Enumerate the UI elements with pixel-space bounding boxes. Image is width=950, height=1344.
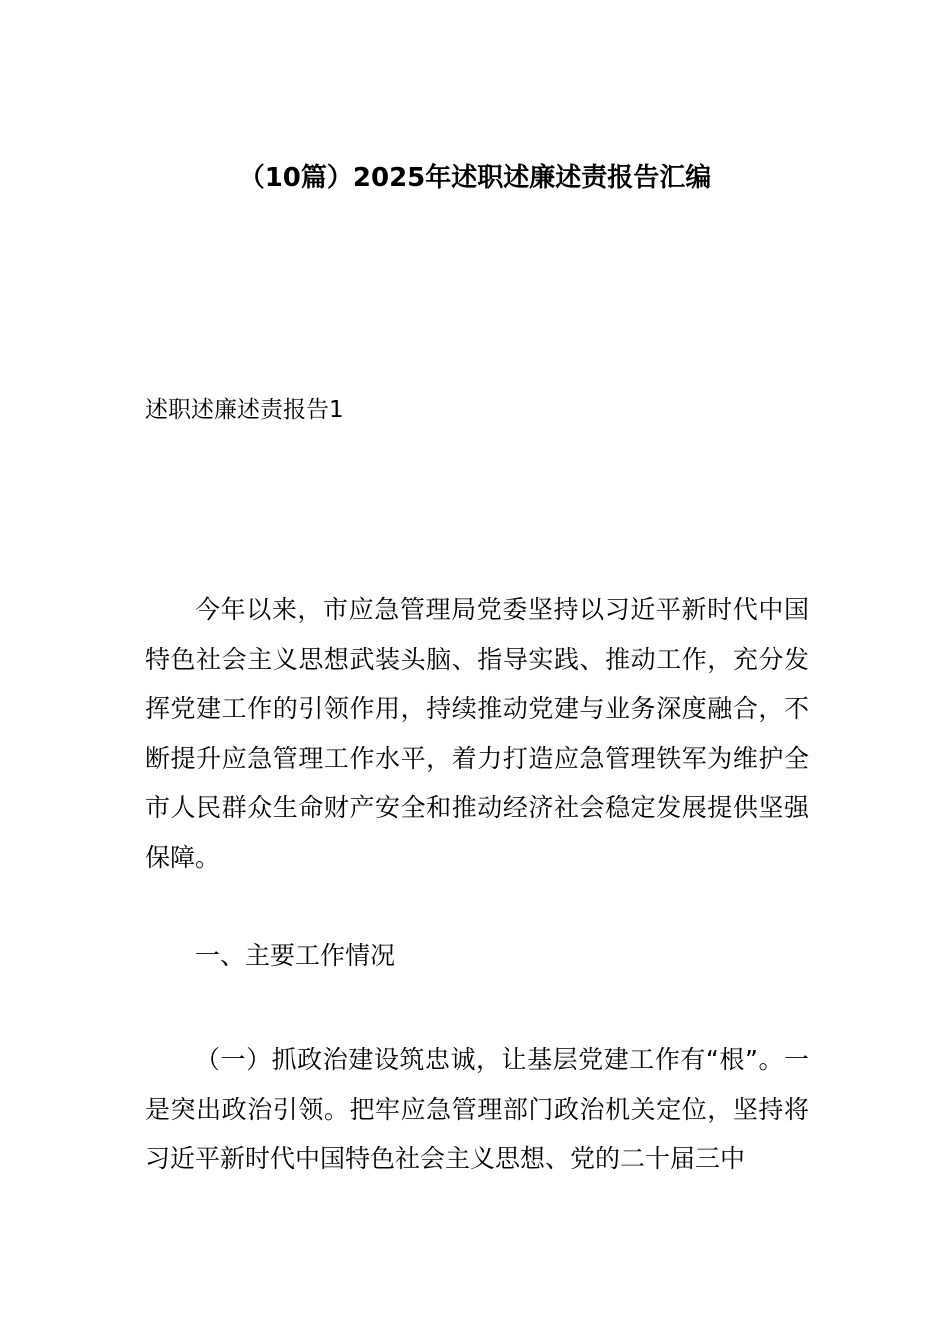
section-title: 述职述廉述责报告1 — [145, 397, 344, 423]
section-heading: 一、主要工作情况 — [195, 941, 396, 970]
body-paragraph: 今年以来，市应急管理局党委坚持以习近平新时代中国特色社会主义思想武装头脑、指导实践、推动工作，充分发挥党建工作的引领作用，持续推动党建与业务深度融合，不断提升应急管理工作水平，着力打造应急管理铁军为维护全市人民群众生命财产安全和推动经济社会稳定发展提供坚强保障。 — [145, 595, 809, 872]
body-paragraph: （一）抓政治建设筑忠诚，让基层党建工作有“根”。一是突出政治引领。把牢应急管理部门政治机关定位，坚持将习近平新时代中国特色社会主义思想、党的二十届三中 — [145, 1045, 809, 1173]
document-title: （10篇）2025年述职述廉述责报告汇编 — [238, 163, 712, 193]
